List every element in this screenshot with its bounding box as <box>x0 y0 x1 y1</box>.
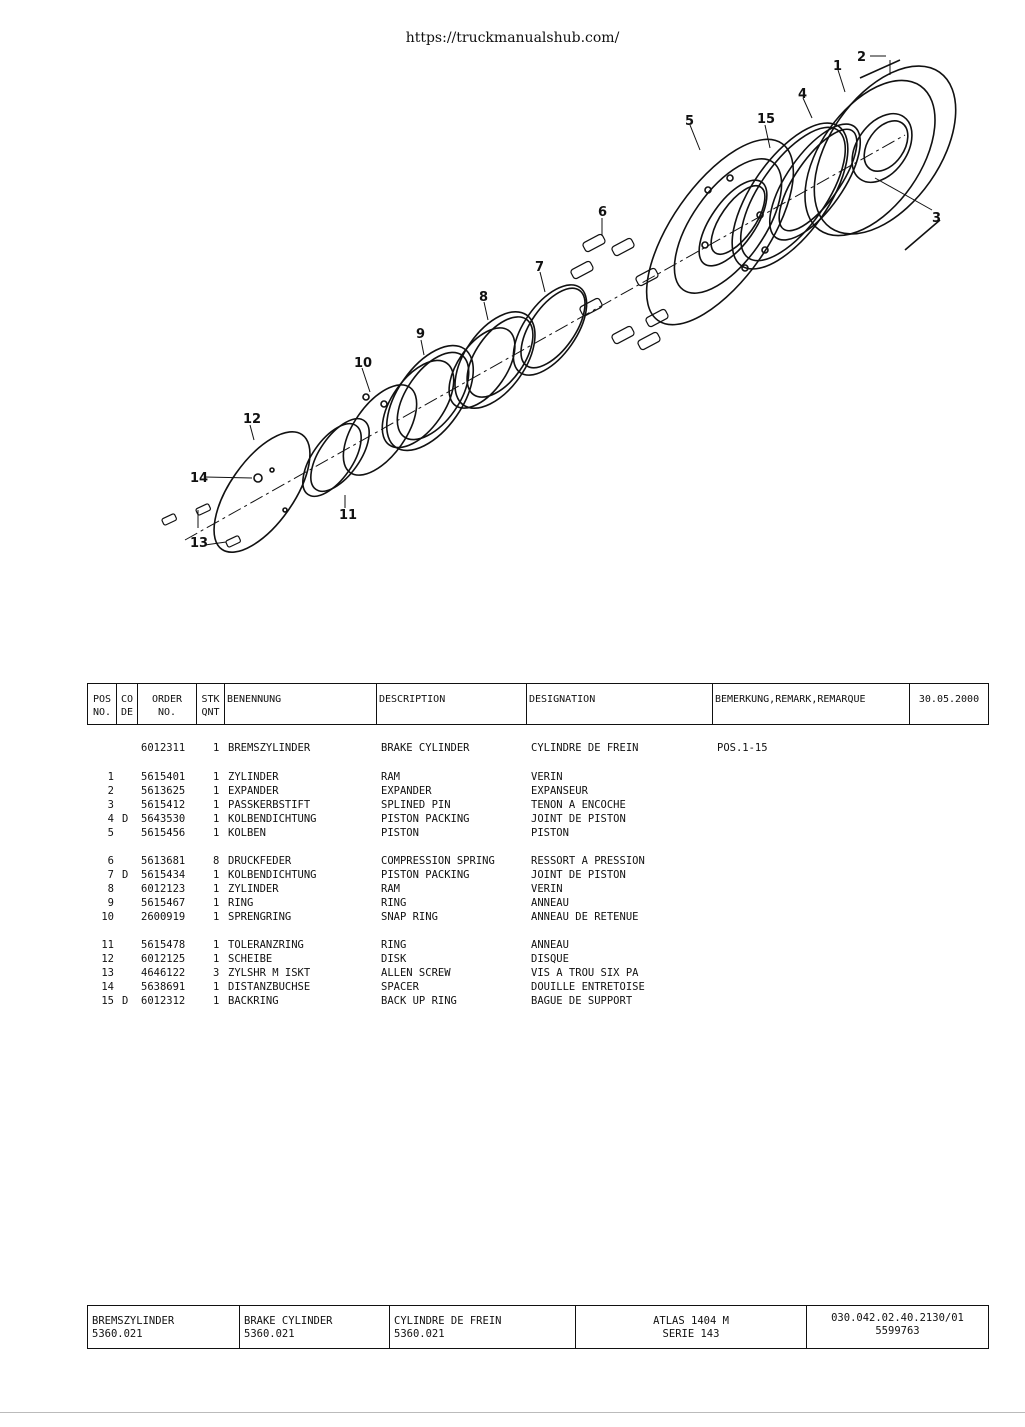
cell-benennung: DRUCKFEDER <box>228 855 292 867</box>
title-block-ref <box>807 1306 988 1348</box>
header-order <box>138 684 197 724</box>
cell-designation: CYLINDRE DE FREIN <box>531 742 639 754</box>
callout-4: 4 <box>798 87 808 102</box>
header-code-line2: DE <box>120 707 134 718</box>
title-fr-name: CYLINDRE DE FREIN <box>394 1315 502 1327</box>
cell-benennung: KOLBENDICHTUNG <box>228 869 317 881</box>
header-order-line2: NO. <box>157 707 177 718</box>
cell-order-no: 5615401 <box>141 771 186 783</box>
cell-designation: JOINT DE PISTON <box>531 869 626 881</box>
cell-benennung: ZYLINDER <box>228 771 279 783</box>
callout-10: 10 <box>354 356 373 371</box>
parts-table-header <box>87 683 989 725</box>
header-description: DESCRIPTION <box>377 684 527 724</box>
cell-pos: 15 <box>101 995 114 1007</box>
cell-designation: ANNEAU DE RETENUE <box>531 911 639 923</box>
cell-pos: 3 <box>107 799 114 811</box>
cell-pos: 2 <box>107 785 114 797</box>
header-designation: DESIGNATION <box>527 684 713 724</box>
cell-designation: PISTON <box>531 827 569 839</box>
part-disk <box>196 416 329 567</box>
cell-order-no: 5615412 <box>141 799 186 811</box>
cell-designation: DOUILLE ENTRETOISE <box>531 981 645 993</box>
cell-quantity: 1 <box>213 742 220 754</box>
cell-description: PISTON <box>381 827 419 839</box>
callout-14: 14 <box>190 471 209 486</box>
cell-quantity: 8 <box>213 855 220 867</box>
cell-quantity: 1 <box>213 827 220 839</box>
cell-quantity: 1 <box>213 939 220 951</box>
title-model-series: SERIE 143 <box>662 1328 720 1340</box>
cell-order-no: 6012311 <box>141 742 186 754</box>
cell-quantity: 1 <box>213 771 220 783</box>
cell-benennung: BACKRING <box>228 995 279 1007</box>
title-model-name: ATLAS 1404 M <box>653 1315 729 1327</box>
header-qty-line1: STK <box>201 694 220 705</box>
header-pos-line2: NO. <box>92 707 112 718</box>
cell-benennung: ZYLINDER <box>228 883 279 895</box>
callout-15: 15 <box>757 112 776 127</box>
cell-benennung: KOLBEN <box>228 827 266 839</box>
cell-designation: JOINT DE PISTON <box>531 813 626 825</box>
page-bottom-rule <box>0 1412 1025 1413</box>
cell-quantity: 1 <box>213 911 220 923</box>
callout-12: 12 <box>243 412 262 427</box>
cell-description: RING <box>381 897 407 909</box>
cell-quantity: 3 <box>213 967 220 979</box>
cell-designation: VERIN <box>531 771 563 783</box>
cell-quantity: 1 <box>213 995 220 1007</box>
cell-quantity: 1 <box>213 883 220 895</box>
header-order-line1: ORDER <box>151 694 183 705</box>
header-date: 30.05.2000 <box>918 694 980 705</box>
header-benennung: BENENNUNG <box>225 684 377 724</box>
cell-order-no: 5615434 <box>141 869 186 881</box>
part-piston-disc <box>619 116 822 348</box>
title-en-number: 5360.021 <box>244 1328 295 1340</box>
callout-2: 2 <box>857 50 867 65</box>
exploded-view-diagram <box>0 0 1025 640</box>
cell-order-no: 5615467 <box>141 897 186 909</box>
title-block-en <box>240 1306 390 1348</box>
cell-remark: POS.1-15 <box>717 742 768 754</box>
header-qty <box>197 684 225 724</box>
cell-pos: 10 <box>101 911 114 923</box>
cell-benennung: ZYLSHR M ISKT <box>228 967 311 979</box>
callout-6: 6 <box>598 205 608 220</box>
header-pos-line1: POS <box>92 694 112 705</box>
cell-order-no: 4646122 <box>141 967 186 979</box>
cell-quantity: 1 <box>213 897 220 909</box>
cell-designation: TENON A ENCOCHE <box>531 799 626 811</box>
title-block <box>87 1305 989 1349</box>
cell-order-no: 6012125 <box>141 953 186 965</box>
cell-pos: 8 <box>107 883 114 895</box>
cell-benennung: EXPANDER <box>228 785 279 797</box>
cell-order-no: 5613681 <box>141 855 186 867</box>
cell-description: SNAP RING <box>381 911 438 923</box>
cell-quantity: 1 <box>213 799 220 811</box>
cell-designation: VERIN <box>531 883 563 895</box>
cell-description: RING <box>381 939 407 951</box>
cell-description: SPLINED PIN <box>381 799 451 811</box>
cell-benennung: PASSKERBSTIFT <box>228 799 311 811</box>
cell-description: PISTON PACKING <box>381 869 470 881</box>
callout-8: 8 <box>479 290 489 305</box>
callout-7: 7 <box>535 260 545 275</box>
cell-order-no: 5615456 <box>141 827 186 839</box>
cell-pos: 12 <box>101 953 114 965</box>
cell-pos: 13 <box>101 967 114 979</box>
header-remark: BEMERKUNG,REMARK,REMARQUE <box>713 684 910 724</box>
cell-benennung: KOLBENDICHTUNG <box>228 813 317 825</box>
callout-11: 11 <box>339 508 358 523</box>
callout-3: 3 <box>932 211 942 226</box>
callout-1: 1 <box>833 59 843 74</box>
header-code-line1: CO <box>120 694 134 705</box>
cell-pos: 6 <box>107 855 114 867</box>
cell-pos: 7 <box>107 869 114 881</box>
header-qty-line2: QNT <box>201 707 220 718</box>
cell-description: COMPRESSION SPRING <box>381 855 495 867</box>
cell-order-no: 5615478 <box>141 939 186 951</box>
cell-pos: 9 <box>107 897 114 909</box>
cell-quantity: 1 <box>213 813 220 825</box>
header-code <box>117 684 138 724</box>
cell-designation: BAGUE DE SUPPORT <box>531 995 633 1007</box>
cell-benennung: BREMSZYLINDER <box>228 742 311 754</box>
source-url: https://truckmanualshub.com/ <box>405 30 620 46</box>
cell-benennung: SCHEIBE <box>228 953 273 965</box>
cell-designation: VIS A TROU SIX PA <box>531 967 639 979</box>
cell-pos: 5 <box>107 827 114 839</box>
cell-order-no: 2600919 <box>141 911 186 923</box>
cell-code: D <box>122 995 129 1007</box>
cell-description: ALLEN SCREW <box>381 967 451 979</box>
cell-quantity: 1 <box>213 953 220 965</box>
title-de-number: 5360.021 <box>92 1328 143 1340</box>
cell-description: SPACER <box>381 981 419 993</box>
cell-order-no: 5643530 <box>141 813 186 825</box>
cell-designation: RESSORT A PRESSION <box>531 855 645 867</box>
title-de-name: BREMSZYLINDER <box>92 1315 175 1327</box>
cell-benennung: RING <box>228 897 254 909</box>
cell-description: DISK <box>381 953 407 965</box>
cell-description: RAM <box>381 771 400 783</box>
callout-5: 5 <box>685 114 695 129</box>
title-block-model <box>576 1306 807 1348</box>
title-block-de <box>88 1306 240 1348</box>
header-pos <box>88 684 117 724</box>
title-ref-number: 5599763 <box>875 1325 920 1337</box>
callout-13: 13 <box>190 536 209 551</box>
callout-9: 9 <box>416 327 426 342</box>
cell-benennung: DISTANZBUCHSE <box>228 981 311 993</box>
title-en-name: BRAKE CYLINDER <box>244 1315 333 1327</box>
cell-description: BRAKE CYLINDER <box>381 742 470 754</box>
cell-pos: 1 <box>107 771 114 783</box>
cell-pos: 11 <box>101 939 114 951</box>
cell-description: BACK UP RING <box>381 995 457 1007</box>
cell-designation: DISQUE <box>531 953 569 965</box>
cell-code: D <box>122 869 129 881</box>
cell-pos: 14 <box>101 981 114 993</box>
cell-code: D <box>122 813 129 825</box>
cell-designation: ANNEAU <box>531 897 569 909</box>
title-fr-number: 5360.021 <box>394 1328 445 1340</box>
cell-description: RAM <box>381 883 400 895</box>
cell-description: PISTON PACKING <box>381 813 470 825</box>
cell-designation: ANNEAU <box>531 939 569 951</box>
cell-order-no: 5613625 <box>141 785 186 797</box>
cell-quantity: 1 <box>213 869 220 881</box>
cell-pos: 4 <box>107 813 114 825</box>
cell-order-no: 6012123 <box>141 883 186 895</box>
cell-description: EXPANDER <box>381 785 432 797</box>
title-block-fr <box>390 1306 576 1348</box>
title-ref-code: 030.042.02.40.2130/01 <box>831 1312 964 1324</box>
cell-benennung: TOLERANZRING <box>228 939 304 951</box>
cell-designation: EXPANSEUR <box>531 785 588 797</box>
cell-order-no: 5638691 <box>141 981 186 993</box>
cell-quantity: 1 <box>213 981 220 993</box>
cell-benennung: SPRENGRING <box>228 911 292 923</box>
cell-order-no: 6012312 <box>141 995 186 1007</box>
cell-quantity: 1 <box>213 785 220 797</box>
